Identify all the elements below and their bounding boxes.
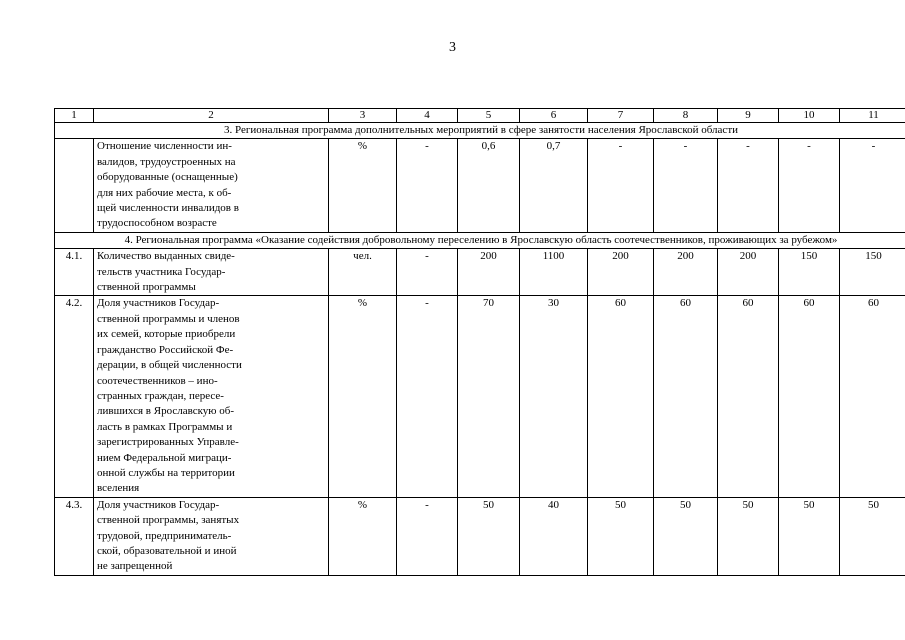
column-header-11: 11 <box>840 109 905 123</box>
indicator-name-line: трудовой, предприниматель- <box>97 529 232 542</box>
table-row <box>55 249 905 296</box>
indicator-name-line: валидов, трудоустроенных на <box>97 155 236 168</box>
value-cell-col8: - <box>654 139 718 232</box>
indicator-name-line: Отношение численности ин- <box>97 140 232 153</box>
value-cell-col7: 50 <box>588 497 654 575</box>
column-header-row <box>55 109 905 123</box>
indicators-table <box>54 108 905 576</box>
indicator-name-line: вселения <box>97 482 140 495</box>
value-cell-col5: 200 <box>458 249 520 296</box>
section-4-header-title: 4. Региональная программа «Оказание содействия добровольному переселению в Ярославскую область соотечественников, проживающих за рубежом» <box>55 232 905 248</box>
value-cell-col3: чел. <box>329 249 397 296</box>
row-number: 4.3. <box>55 497 94 575</box>
value-cell-col5: 0,6 <box>458 139 520 232</box>
row-number: 4.1. <box>55 249 94 296</box>
value-cell-col5: 50 <box>458 497 520 575</box>
column-header-9: 9 <box>718 109 779 123</box>
indicator-name-line: трудоспособном возрасте <box>97 217 217 230</box>
indicator-name-line: нием Федеральной миграци- <box>97 451 232 464</box>
column-header-6: 6 <box>520 109 588 123</box>
column-header-7: 7 <box>588 109 654 123</box>
value-cell-col10: 50 <box>779 497 840 575</box>
table-row <box>55 497 905 575</box>
indicator-name-line: онной службы на территории <box>97 466 235 479</box>
indicator-name-line: их семей, которые приобрели <box>97 328 236 341</box>
indicator-name-line: щей численности инвалидов в <box>97 202 239 215</box>
table-row <box>55 296 905 497</box>
indicator-name-line: Доля участников Государ- <box>97 498 220 511</box>
value-cell-col5: 70 <box>458 296 520 497</box>
section-4-header <box>55 232 905 248</box>
column-header-2: 2 <box>94 109 329 123</box>
value-cell-col10: - <box>779 139 840 232</box>
column-header-10: 10 <box>779 109 840 123</box>
value-cell-col11: - <box>840 139 905 232</box>
value-cell-col6: 40 <box>520 497 588 575</box>
column-header-8: 8 <box>654 109 718 123</box>
value-cell-col8: 200 <box>654 249 718 296</box>
value-cell-col7: 200 <box>588 249 654 296</box>
value-cell-col4: - <box>397 139 458 232</box>
value-cell-col9: 200 <box>718 249 779 296</box>
indicator-name-line: тельств участника Государ- <box>97 265 226 278</box>
indicator-name-line: дерации, в общей численности <box>97 359 242 372</box>
value-cell-col10: 60 <box>779 296 840 497</box>
value-cell-col9: - <box>718 139 779 232</box>
indicator-name-line: гражданство Российской Фе- <box>97 343 234 356</box>
value-cell-col6: 1100 <box>520 249 588 296</box>
indicator-name <box>94 139 329 232</box>
page-number: 3 <box>449 40 456 55</box>
table-row <box>55 139 905 232</box>
value-cell-col4: - <box>397 296 458 497</box>
indicator-name-line: ственной программы <box>97 281 196 294</box>
value-cell-col3: % <box>329 497 397 575</box>
indicator-name-line: оборудованные (оснащенные) <box>97 171 238 184</box>
value-cell-col6: 30 <box>520 296 588 497</box>
indicator-name-line: лившихся в Ярославскую об- <box>97 405 235 418</box>
section-3-header <box>55 123 905 139</box>
indicator-name-line: Количество выданных свиде- <box>97 250 235 263</box>
column-header-4: 4 <box>397 109 458 123</box>
indicator-name-line: зарегистрированных Управле- <box>97 436 239 449</box>
value-cell-col9: 50 <box>718 497 779 575</box>
indicator-name-line: ственной программы, занятых <box>97 514 240 527</box>
column-header-5: 5 <box>458 109 520 123</box>
indicator-name-line: соотечественников – ино- <box>97 374 218 387</box>
row-number: 4.2. <box>55 296 94 497</box>
indicator-name-line: ласть в рамках Программы и <box>97 420 233 433</box>
value-cell-col9: 60 <box>718 296 779 497</box>
value-cell-col7: 60 <box>588 296 654 497</box>
column-header-3: 3 <box>329 109 397 123</box>
indicator-name-line: странных граждан, пересе- <box>97 389 224 402</box>
indicator-name <box>94 296 329 497</box>
value-cell-col4: - <box>397 497 458 575</box>
indicator-name <box>94 249 329 296</box>
row-number <box>55 139 94 232</box>
value-cell-col8: 60 <box>654 296 718 497</box>
value-cell-col11: 150 <box>840 249 905 296</box>
value-cell-col7: - <box>588 139 654 232</box>
value-cell-col3: % <box>329 296 397 497</box>
indicator-name-line: не запрещенной <box>97 560 173 573</box>
section-3-header-title: 3. Региональная программа дополнительных мероприятий в сфере занятости населения Ярославской области <box>55 123 905 139</box>
indicator-name-line: ственной программы и членов <box>97 312 240 325</box>
indicator-name-line: ской, образовательной и иной <box>97 544 237 557</box>
indicator-name <box>94 497 329 575</box>
value-cell-col6: 0,7 <box>520 139 588 232</box>
indicator-name-line: для них рабочие места, к об- <box>97 186 232 199</box>
value-cell-col11: 50 <box>840 497 905 575</box>
value-cell-col4: - <box>397 249 458 296</box>
value-cell-col11: 60 <box>840 296 905 497</box>
value-cell-col3: % <box>329 139 397 232</box>
column-header-1: 1 <box>55 109 94 123</box>
indicator-name-line: Доля участников Государ- <box>97 297 220 310</box>
value-cell-col8: 50 <box>654 497 718 575</box>
value-cell-col10: 150 <box>779 249 840 296</box>
